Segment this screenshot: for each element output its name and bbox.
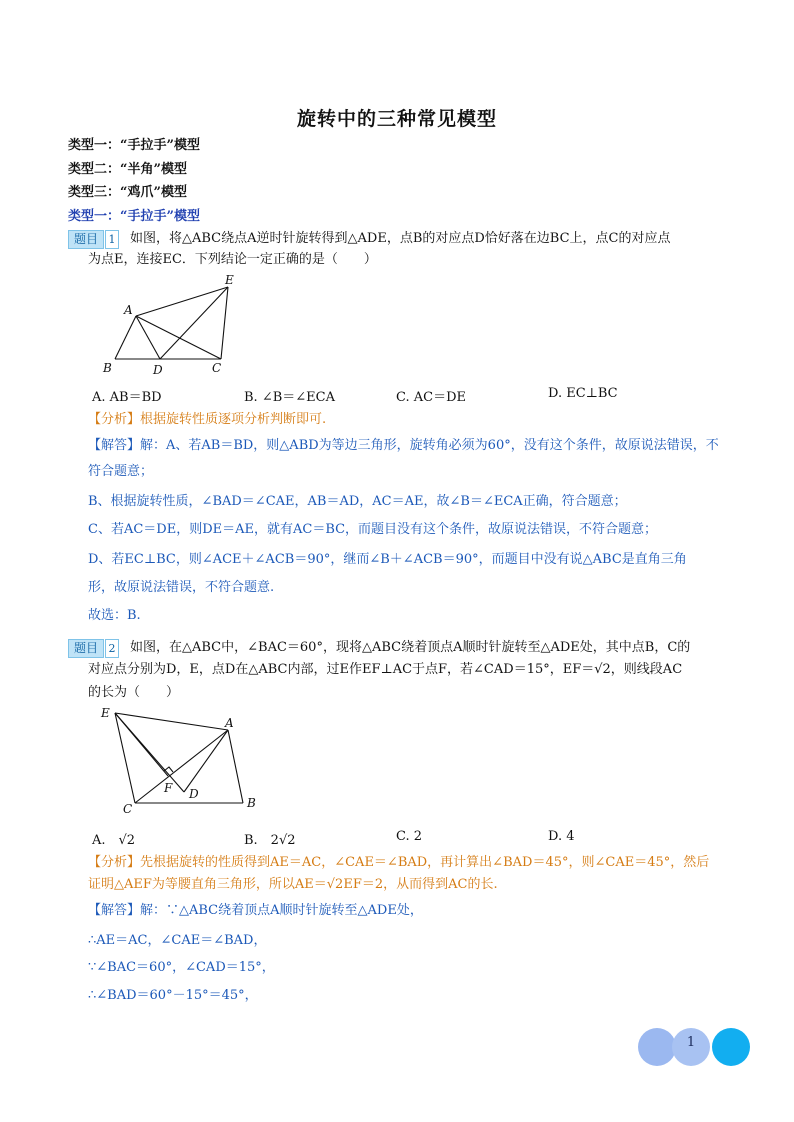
q2-text-line3: 的长为（ ） — [88, 685, 180, 700]
q1-text-line2: 为点E，连接EC．下列结论一定正确的是（ ） — [88, 252, 377, 267]
q2-answer-line: ∴∠BAD＝60°－15°＝45°， — [88, 988, 258, 1003]
label-e: E — [101, 706, 110, 720]
label-d: D — [153, 363, 163, 377]
segment-ec — [221, 287, 228, 359]
type-3-label: 类型三：“鸡爪”模型 — [68, 185, 187, 200]
type-2-label: 类型二：“半角”模型 — [68, 162, 187, 177]
q2-analysis-line2: 证明△AEF为等腰直角三角形，所以AE＝√2EF＝2，从而得到AC的长. — [88, 877, 498, 892]
q1-text-line1: 如图，将△ABC绕点A逆时针旋转得到△ADE，点B的对应点D恰好落在边BC上，点C的对应点 — [130, 231, 671, 246]
type-1-label: 类型一：“手拉手”模型 — [68, 138, 200, 153]
segment-ea — [115, 713, 228, 730]
label-a: A — [225, 716, 234, 730]
segment-ca — [135, 730, 228, 803]
q1-option-d[interactable]: D. EC⊥BC — [548, 386, 618, 401]
segment-ec — [115, 713, 135, 803]
page-title: 旋转中的三种常见模型 — [296, 108, 497, 130]
q1-answer-line: 故选：B. — [88, 608, 141, 623]
question-number: 1 — [105, 230, 119, 249]
q1-answer-line: D、若EC⊥BC，则∠ACE＋∠ACB＝90°，继而∠B＋∠ACB＝90°，而题目中没有说△ABC是直角三角 — [88, 552, 687, 567]
question-tag: 题目 — [68, 639, 104, 658]
q2-option-b[interactable]: B. 2√2 — [244, 833, 296, 848]
label-e: E — [225, 273, 234, 287]
page-number: 1 — [686, 1035, 696, 1050]
question-2-badge — [68, 639, 119, 657]
question-tag: 题目 — [68, 230, 104, 249]
segment-ed — [115, 713, 184, 792]
q1-option-c[interactable]: C. AC＝DE — [396, 390, 466, 405]
segment-ab — [115, 316, 136, 359]
q1-answer-line: C、若AC＝DE，则DE＝AE，就有AC＝BC，而题目没有这个条件，故原说法错误，不符合题意； — [88, 522, 658, 537]
q1-figure — [98, 272, 248, 380]
segment-da — [184, 730, 228, 792]
segment-ac — [136, 316, 221, 359]
page-badge-left-circle — [638, 1028, 676, 1066]
q1-answer-line: B、根据旋转性质，∠BAD＝∠CAE，AB＝AD，AC＝AE，故∠B＝∠ECA正确，符合题意； — [88, 494, 627, 509]
q1-option-b[interactable]: B. ∠B＝∠ECA — [244, 390, 335, 405]
q2-option-c[interactable]: C. 2 — [396, 829, 423, 844]
q2-option-a[interactable]: A. √2 — [92, 833, 136, 848]
label-f: F — [164, 781, 173, 795]
q2-answer-line: ∵∠BAC＝60°，∠CAD＝15°， — [88, 960, 275, 975]
q2-option-d[interactable]: D. 4 — [548, 829, 575, 844]
q2-analysis-line1: 【分析】先根据旋转的性质得到AE＝AC，∠CAE＝∠BAD，再计算出∠BAD＝45°，则∠CAE＝45°，然后 — [88, 855, 710, 870]
q1-answer-line: 形，故原说法错误，不符合题意. — [88, 580, 275, 595]
question-1-badge — [68, 230, 119, 248]
label-c: C — [212, 361, 222, 375]
label-d: D — [189, 787, 199, 801]
question-number: 2 — [105, 639, 119, 658]
label-a: A — [124, 303, 133, 317]
page-badge-right-circle — [712, 1028, 750, 1066]
q2-figure — [98, 702, 268, 818]
q2-answer-line: 【解答】解：∵△ABC绕着顶点A顺时针旋转至△ADE处， — [88, 903, 423, 918]
q1-answer-line: 符合题意； — [88, 464, 154, 479]
label-b: B — [247, 796, 256, 810]
q2-text-line2: 对应点分别为D，E，点D在△ABC内部，过E作EF⊥AC于点F，若∠CAD＝15°，EF＝√2，则线段AC — [88, 662, 683, 677]
q2-text-line1: 如图，在△ABC中，∠BAC＝60°，现将△ABC绕着顶点A顺时针旋转至△ADE处，其中点B，C的 — [130, 640, 691, 655]
q2-answer-line: ∴AE＝AC，∠CAE＝∠BAD， — [88, 933, 267, 948]
section-heading: 类型一：“手拉手”模型 — [68, 209, 200, 224]
segment-ab — [228, 730, 243, 803]
q1-analysis: 【分析】根据旋转性质逐项分析判断即可. — [88, 412, 327, 427]
label-c: C — [123, 802, 133, 816]
q1-answer-line: 【解答】解：A、若AB＝BD，则△ABD为等边三角形，旋转角必须为60°，没有这个条件，故原说法错误，不 — [88, 438, 719, 453]
q1-option-a[interactable]: A. AB＝BD — [92, 390, 162, 405]
label-b: B — [103, 361, 112, 375]
